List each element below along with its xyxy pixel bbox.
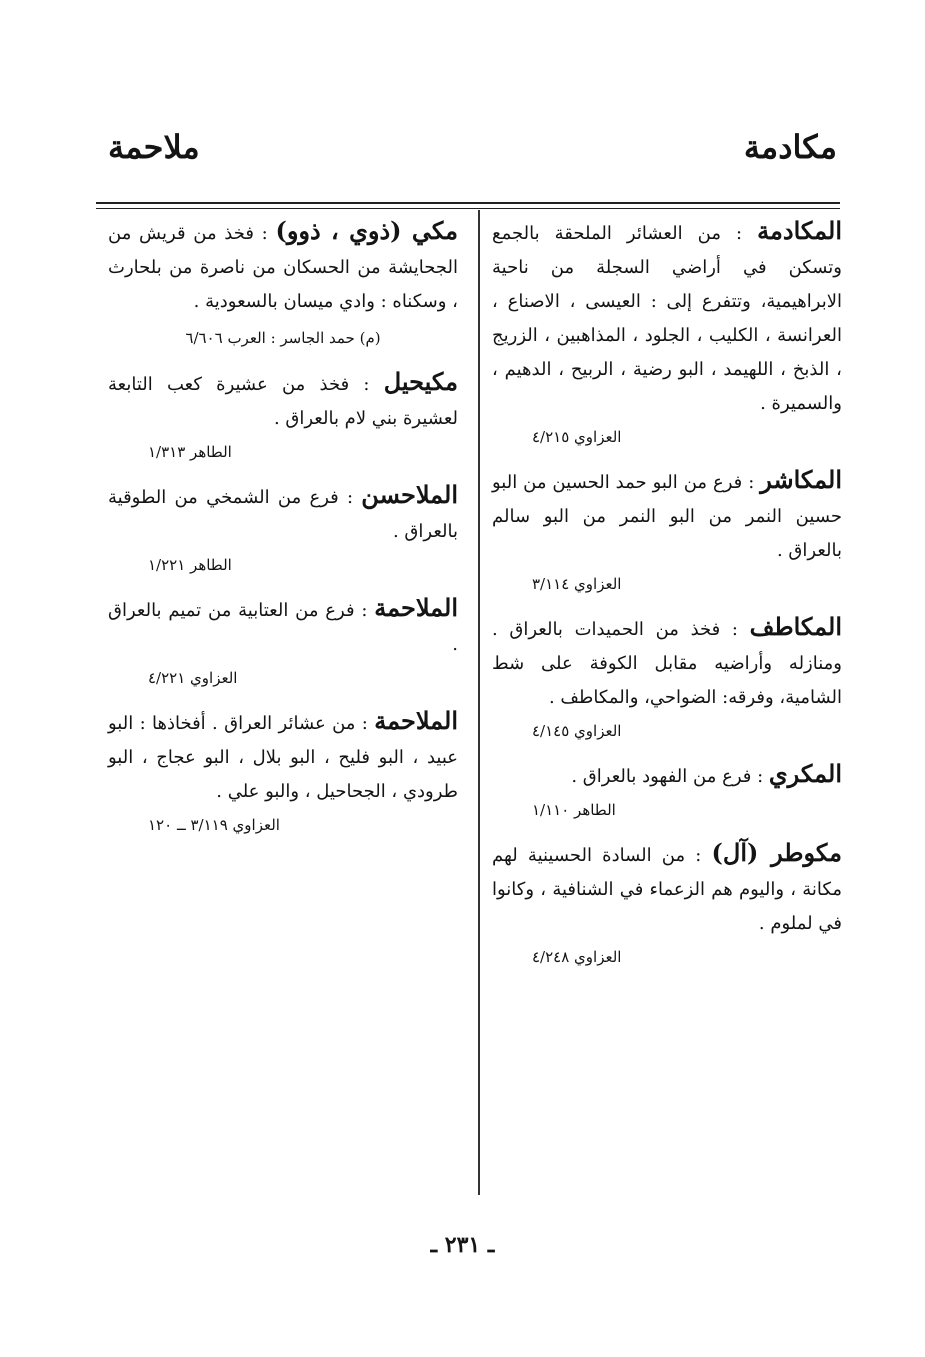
entry-reference: الطاهر ١/٣١٣ bbox=[148, 443, 232, 461]
entry bbox=[108, 591, 458, 690]
entry-head: مكي (ذوي ، ذوو) bbox=[275, 216, 458, 245]
entry-reference: العزاوي ٣/١١٤ bbox=[532, 575, 622, 593]
running-header-left: ملاحمة bbox=[108, 128, 200, 166]
entry-head: الملاحمة bbox=[374, 593, 458, 622]
header-rule-thin bbox=[96, 208, 840, 209]
entry-head: المكادمة bbox=[757, 216, 842, 245]
left-column bbox=[108, 214, 458, 851]
entry-reference: الطاهر ١/١١٠ bbox=[532, 801, 616, 819]
entry bbox=[108, 704, 458, 837]
entry-text: : من السادة الحسينية لهم مكانة ، واليوم هم الزعماء في الشنافية ، وكانوا في لملوم . bbox=[492, 845, 842, 934]
entry-text: : فرع من العتابية من تميم بالعراق . bbox=[108, 600, 458, 655]
entry-reference: العزاوي ٤/٢٤٨ bbox=[532, 948, 622, 966]
entry-text: : فخذ من قريش من الجحايشة من الحسكان من ناصرة من بلحارث ، وسكناه : وادي ميسان بالسعودية . bbox=[108, 223, 458, 312]
entry-text: : فخذ من عشيرة كعب التابعة لعشيرة بني لام بالعراق . bbox=[108, 374, 458, 429]
entry-head: المكاشر bbox=[760, 465, 842, 494]
entry-reference: العزاوي ٤/٢٢١ bbox=[148, 669, 238, 687]
entry-reference: العزاوي ٤/١٤٥ bbox=[532, 722, 622, 740]
entry-head: الملاحمة bbox=[374, 706, 458, 735]
column-divider bbox=[478, 210, 480, 1195]
entry-text: : فرع من الشمخي من الطوقية بالعراق . bbox=[108, 487, 458, 542]
entry-text: : فخذ من الحميدات بالعراق . ومنازله وأراضيه مقابل الكوفة على شط الشامية، وفرقه: الضواحي، والمكاطف . bbox=[492, 619, 842, 708]
entry-reference: العزاوي ٣/١١٩ ــ ١٢٠ bbox=[148, 816, 280, 834]
entry-text: : من العشائر الملحقة بالجمع وتسكن في أراضي السجلة من ناحية الابراهيمية، وتتفرع إلى : العيسى ، الاصناع ، العرانسة ، الكليب ، الجلود ، المذاهبين ، الزريج ، الذبخ ، اللهيمد ، البو رضية ، الربيح ، الدهيم ، والسميرة . bbox=[492, 223, 842, 414]
entry bbox=[492, 757, 842, 822]
right-column bbox=[492, 214, 842, 983]
entry-text: : فرع من الفهود بالعراق . bbox=[571, 766, 769, 787]
entry bbox=[492, 610, 842, 743]
entry-head: المكري bbox=[768, 759, 842, 788]
entry-text: : فرع من البو حمد الحسين من البو حسين النمر من البو النمر من البو سالم بالعراق . bbox=[492, 472, 842, 561]
running-header-right: مكادمة bbox=[743, 128, 837, 166]
entry-reference: الطاهر ١/٢٢١ bbox=[148, 556, 232, 574]
entry bbox=[492, 463, 842, 596]
entry bbox=[492, 836, 842, 969]
entry bbox=[108, 478, 458, 577]
entry bbox=[108, 365, 458, 464]
entry-text: : من عشائر العراق . أفخاذها : البو عبيد ، البو فليح ، البو بلال ، البو عجاج ، البو طرودي ، الجحاحيل ، والبو علي . bbox=[108, 713, 458, 802]
entry-head: مكوطر (آل) bbox=[711, 838, 843, 867]
page-number: ـ ٢٣١ ـ bbox=[430, 1232, 495, 1258]
entry-reference: العزاوي ٤/٢١٥ bbox=[532, 428, 622, 446]
entry-head: مكيحيل bbox=[383, 367, 458, 396]
entry-head: الملاحسن bbox=[361, 480, 458, 509]
header-rule-thick bbox=[96, 202, 840, 204]
entry-head: المكاطف bbox=[749, 612, 842, 641]
entry bbox=[492, 214, 842, 449]
entry-source-note: (م) حمد الجاسر : العرب ٦/٦٠٦ bbox=[185, 329, 381, 347]
entry bbox=[108, 214, 458, 351]
